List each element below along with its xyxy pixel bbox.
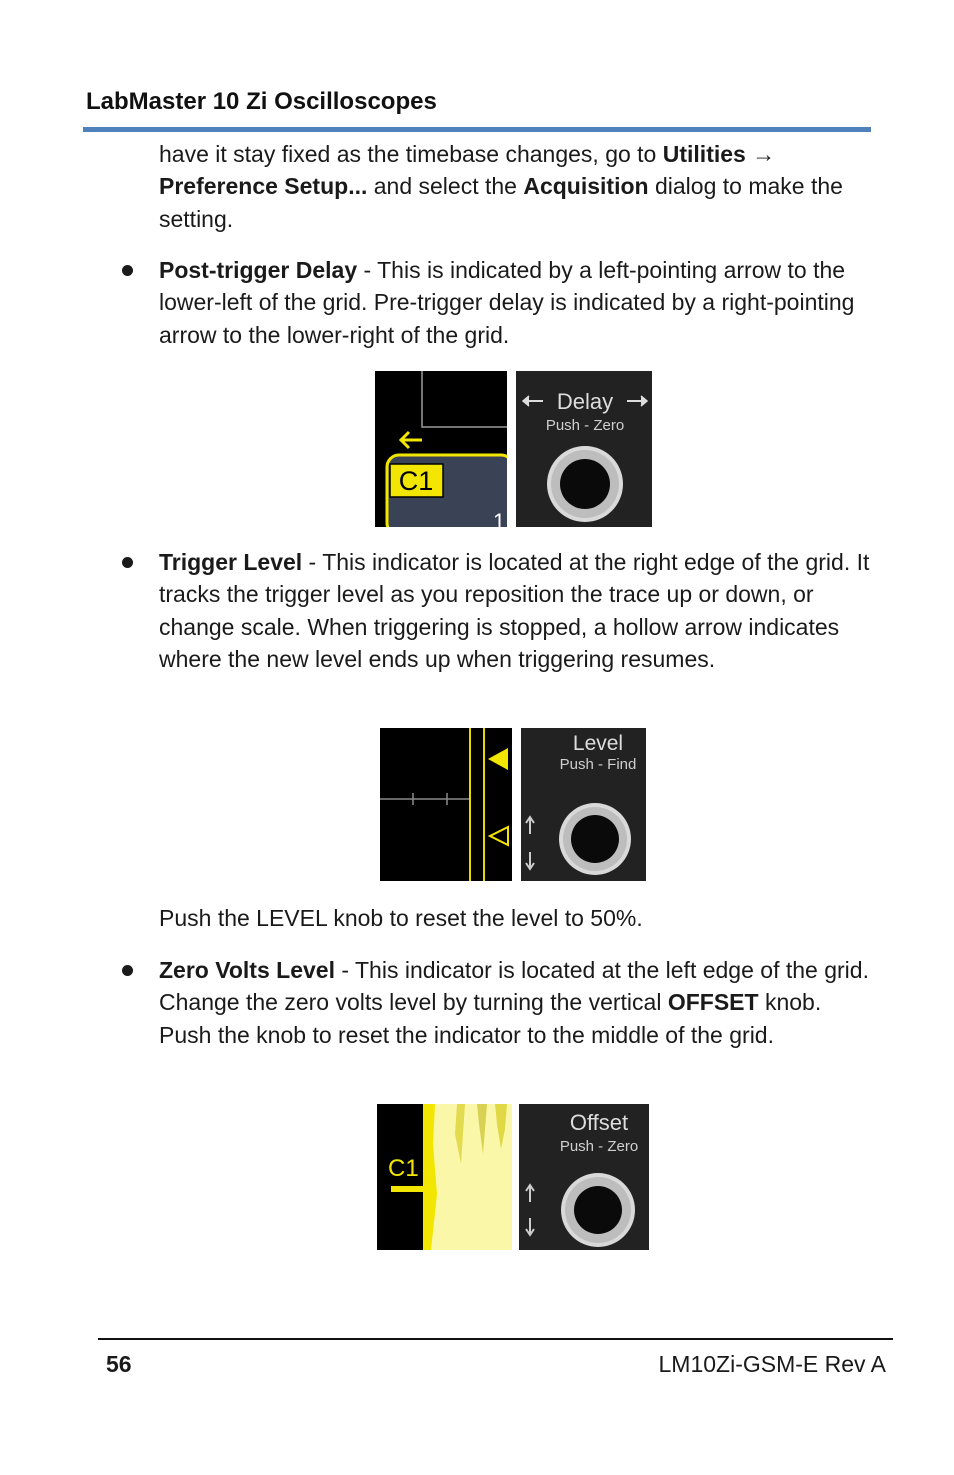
bullet-dot [122, 265, 133, 276]
bullet-term: Post-trigger Delay [159, 257, 358, 283]
utilities-menu-path: Utilities → Preference Setup... [159, 141, 776, 200]
intro-text-2: and select the [367, 173, 524, 200]
level-knob-subtitle: Push - Find [559, 756, 637, 773]
bullet-text: - This indicator is located at the left edge of the grid. Change the zero volts level by turning the vertical [159, 957, 869, 1016]
corner-digit: 1 [493, 509, 506, 527]
acquisition-dialog-name: Acquisition [523, 173, 649, 200]
intro-text-1: have it stay fixed as the timebase changes, go to [159, 141, 663, 167]
delay-knob-icon [547, 446, 623, 522]
offset-knob-title: Offset [569, 1110, 629, 1135]
channel-c1-label: C1 [398, 466, 434, 496]
offset-figure [377, 1104, 649, 1255]
bullet-trigger-level [159, 546, 879, 676]
offset-term: OFFSET [667, 989, 759, 1016]
bullet-dot [122, 965, 133, 976]
document-id: LM10Zi-GSM-E Rev A [658, 1351, 886, 1377]
delay-knob-subtitle: Push - Zero [545, 417, 625, 434]
zero-volts-marker-icon [391, 1186, 425, 1192]
level-knob-title: Level [572, 732, 624, 755]
bullet-text: - This indicator is located at the right edge of the grid. It tracks the trigger level as you reposition the trace up or down, or change scale. When triggering is stopped, a hollow arrow indicates where the new level ends up when triggering resumes. [159, 549, 870, 673]
footer-rule [98, 1338, 893, 1340]
intro-text-3: dialog to make the setting. [159, 173, 843, 232]
bullet-text: - This is indicated by a left-pointing arrow to the lower-left of the grid. Pre-trigger delay is indicated by a right-pointing arrow to the lower-right of the grid. [159, 257, 855, 348]
delay-figure [375, 371, 652, 532]
offset-knob-icon [561, 1173, 635, 1247]
level-figure [380, 728, 646, 886]
level-note: Push the LEVEL knob to reset the level to 50%. [159, 905, 643, 931]
level-knob-icon [559, 803, 631, 875]
delay-knob-title: Delay [556, 389, 614, 414]
bullet-text-after: knob. Push the knob to reset the indicator to the middle of the grid. [159, 989, 822, 1048]
bullet-zero-volts-level [159, 954, 879, 1051]
header-rule [83, 127, 871, 132]
channel-c1-label: C1 [388, 1155, 419, 1182]
bullet-dot [122, 557, 133, 568]
offset-knob-subtitle: Push - Zero [559, 1138, 639, 1155]
intro-paragraph [159, 138, 879, 235]
page-header-title: LabMaster 10 Zi Oscilloscopes [86, 88, 437, 115]
bullet-term: Trigger Level [159, 549, 303, 575]
page-number: 56 [106, 1351, 132, 1377]
bullet-term: Zero Volts Level [159, 957, 335, 983]
bullet-post-trigger-delay [159, 254, 879, 351]
